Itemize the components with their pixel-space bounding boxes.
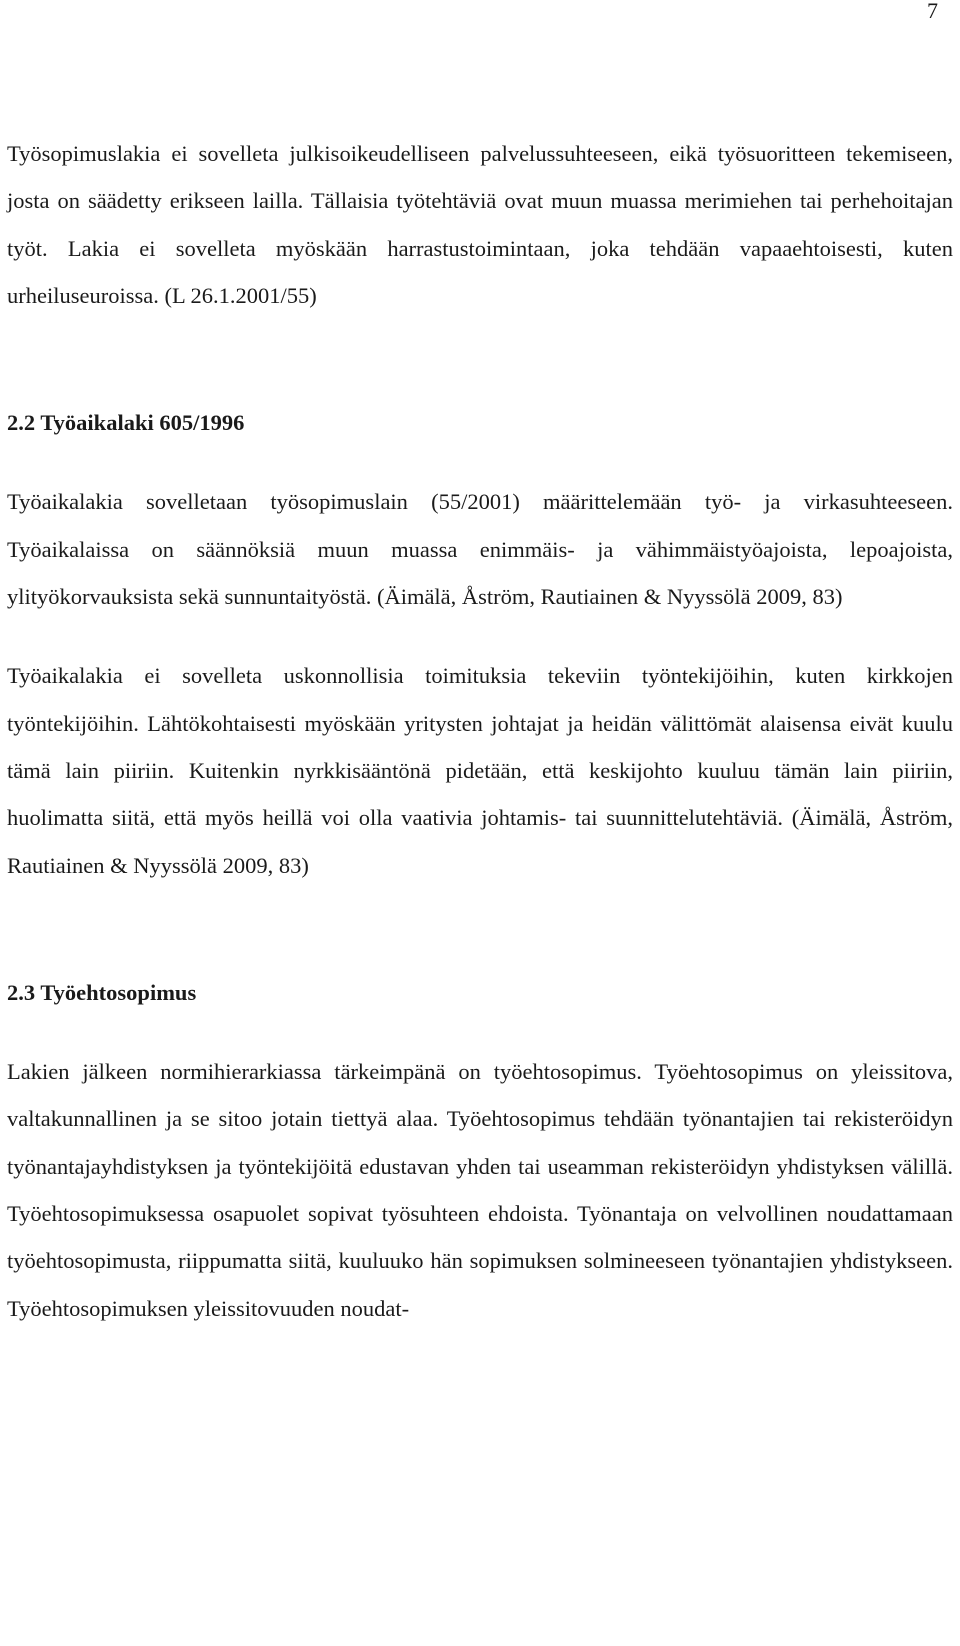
body-paragraph: Työsopimuslakia ei sovelleta julkisoikeudelliseen palvelussuhteeseen, eikä työsuoritteen tekemiseen, josta on säädetty erikseen lailla. Tällaisia työtehtäviä ovat muun muassa merimiehen tai perhehoitajan työt. Lakia ei sovelleta myöskään harrastustoimintaan, joka tehdään vapaaehtoisesti, kuten urheiluseuroissa. (L 26.1.2001/55) [7,141,953,308]
document-body [7,130,953,1332]
section-heading: 2.2 Työaikalaki 605/1996 [7,410,245,436]
body-paragraph: Työaikalakia sovelletaan työsopimuslain (55/2001) määrittelemään työ- ja virkasuhteeseen. Työaikalaissa on säännöksiä muun muassa enimmäis- ja vähimmäistyöajoista, lepoajoista, ylityökorvauksista sekä sunnuntaityöstä. (Äimälä, Åström, Rautiainen & Nyyssölä 2009, 83) [7,489,953,610]
body-paragraph: Lakien jälkeen normihierarkiassa tärkeimpänä on työehtosopimus. Työehtosopimus on yleissitova, valtakunnallinen ja se sitoo jotain tiettyä alaa. Työehtosopimus tehdään työnantajien tai rekisteröidyn työnantajayhdistyksen ja työntekijöitä edustavan yhden tai useamman rekisteröidyn yhdistyksen välillä. Työehtosopimuksessa osapuolet sopivat työsuhteen ehdoista. Työnantaja on velvollinen noudattamaan työehtosopimusta, riippumatta siitä, kuuluuko hän sopimuksen solmineeseen työnantajien yhdistykseen. Työehtosopimuksen yleissitovuuden noudat- [7,1059,953,1321]
body-paragraph: Työaikalakia ei sovelleta uskonnollisia toimituksia tekeviin työntekijöihin, kuten kirkkojen työntekijöihin. Lähtökohtaisesti myöskään yritysten johtajat ja heidän välittömät alaisensa eivät kuulu tämä lain piiriin. Kuitenkin nyrkkisääntönä pidetään, että keskijohto kuuluu tämän lain piiriin, huolimatta siitä, että myös heillä voi olla vaativia johtamis- tai suunnittelutehtäviä. (Äimälä, Åström, Rautiainen & Nyyssölä 2009, 83) [7,663,953,878]
section-heading: 2.3 Työehtosopimus [7,979,197,1005]
page-number: 7 [927,0,938,23]
